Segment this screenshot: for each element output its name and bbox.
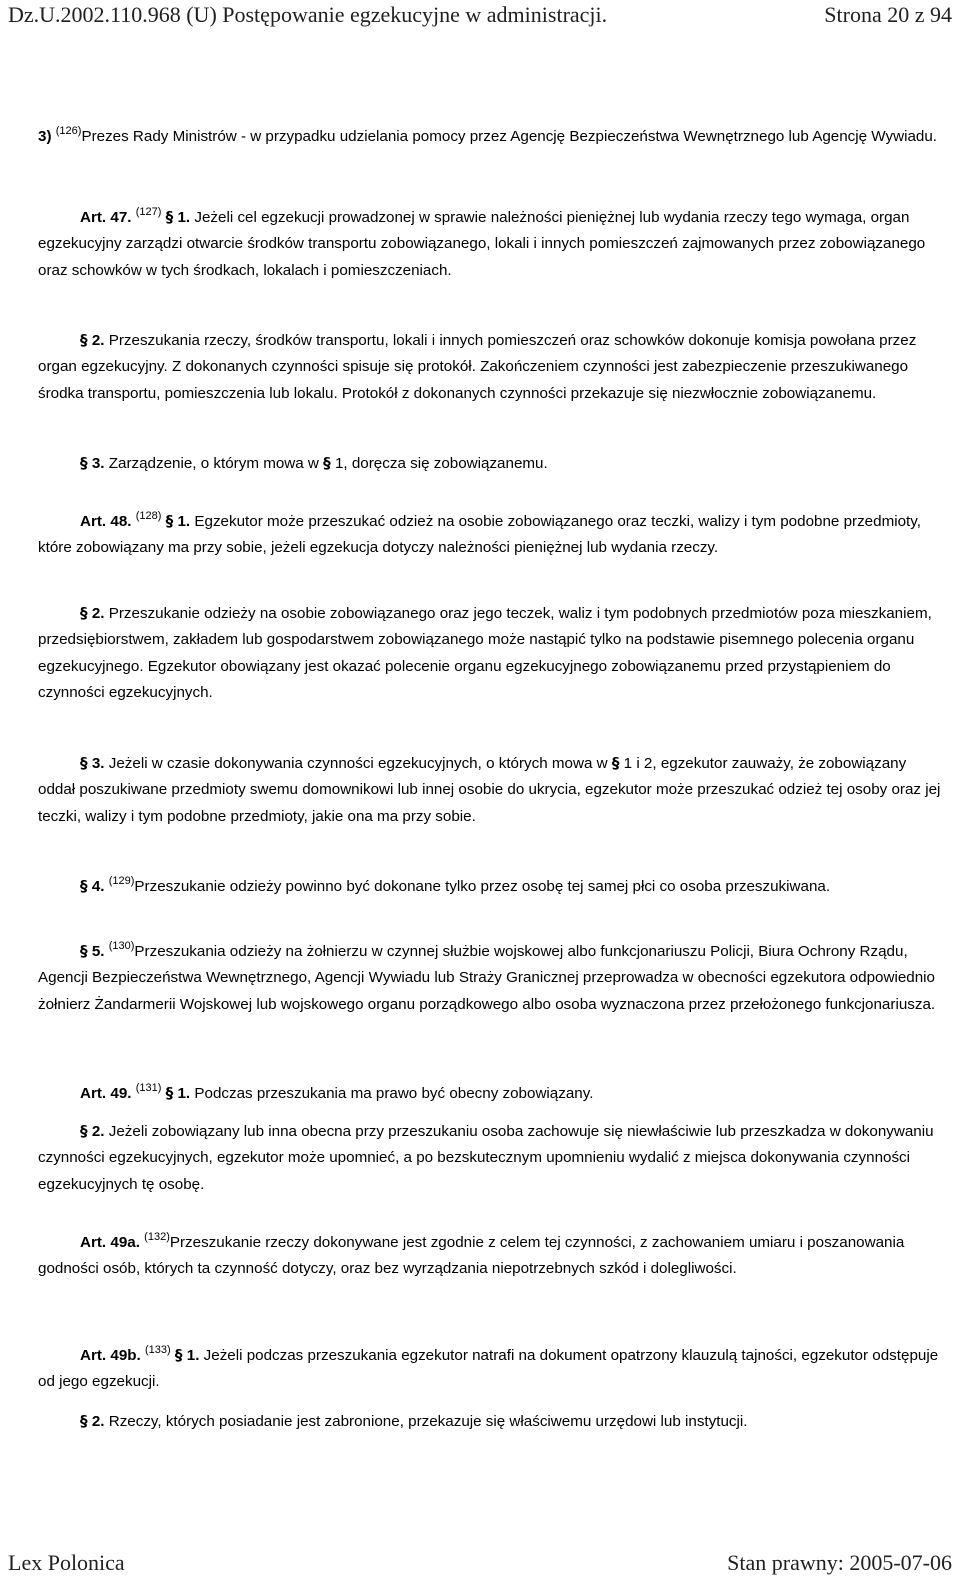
paragraph-text: Jeżeli w czasie dokonywania czynności egzekucyjnych, o których mowa w xyxy=(108,755,608,772)
paragraph-number: 2. xyxy=(91,1123,105,1140)
paragraph-number: 1. xyxy=(186,1347,200,1364)
paragraph-number: 4. xyxy=(91,878,105,895)
paragraph-text: Jeżeli cel egzekucji prowadzonej w sprawie należności pieniężnej lub wydania rzeczy tego wymaga, organ egzekucyjny zarządzi otwarcie środków transportu zobowiązanego, lokali i innych pomieszczeń zajmowanych przez zobowiązanego oraz schowków w tych środkach, lokalach i pomieszczeniach. xyxy=(38,209,926,279)
article-number: Art. 49. xyxy=(80,1085,132,1102)
paragraph-number: 1. xyxy=(177,1085,191,1102)
section-symbol: § xyxy=(80,942,88,960)
paragraph-number: 2. xyxy=(91,1413,105,1430)
article-number: Art. 49a. xyxy=(80,1234,140,1251)
article-49b-paragraph-2 xyxy=(38,1408,942,1435)
article-47-paragraph-1 xyxy=(38,204,942,284)
footnote-ref[interactable]: (130) xyxy=(108,940,135,952)
paragraph-text: Przeszukania rzeczy, środków transportu, lokali i innych pomieszczeń oraz schowków dokonuje komisja powołana przez organ egzekucyjny. Z dokonanych czynności spisuje się protokół. Zakończeniem czynności jest zabezpieczenie przeszukiwanego środka transportu, pomieszczenia lub lokalu. Protokół z dokonanych czynności przekazuje się niezwłocznie zobowiązanemu. xyxy=(38,332,917,402)
paragraph-text: Prezes Rady Ministrów - w przypadku udzielania pomocy przez Agencję Bezpieczeństwa Wewnętrznego lub Agencję Wywiadu. xyxy=(81,128,938,145)
point-number: 3) xyxy=(38,128,52,145)
paragraph-number: 1. xyxy=(177,209,191,226)
paragraph-text: Rzeczy, których posiadanie jest zabronione, przekazuje się właściwemu urzędowi lub instytucji. xyxy=(108,1413,748,1430)
paragraph-text: 1 i 2, egzekutor zauważy, że zobowiązany oddał poszukiwane przedmioty swemu domownikowi lub innej osobie do ukrycia, egzekutor może przeszukać odzież tej osoby oraz jej teczki, walizy i tym podobne przedmioty, jakie ona ma przy sobie. xyxy=(38,755,941,825)
article-48-paragraph-1 xyxy=(38,508,942,562)
paragraph-text: Przeszukanie odzieży na osobie zobowiązanego oraz jego teczek, waliz i tym podobnych przedmiotów poza mieszkaniem, przedsiębiorstwem, zakładem lub gospodarstwem zobowiązanego może nastąpić tylko na podstawie pisemnego polecenia organu egzekucyjnego. Egzekutor obowiązany jest okazać polecenie organu egzekucyjnego zobowiązanemu przed przystąpieniem do czynności egzekucyjnych. xyxy=(38,605,932,701)
article-48-paragraph-5 xyxy=(38,938,942,1018)
paragraph-number: 2. xyxy=(91,605,105,622)
article-49-paragraph-1 xyxy=(38,1080,942,1107)
article-49b-paragraph-1 xyxy=(38,1342,942,1396)
section-symbol: § xyxy=(611,754,620,772)
paragraph-text: Jeżeli zobowiązany lub inna obecna przy przeszukaniu osoba zachowuje się niewłaściwie lub przeszkadza w dokonywaniu czynności egzekucyjnych, egzekutor może upomnieć, a po bezskutecznym upomnieniu wydalić z miejsca dokonywania czynności egzekucyjnych tę osobę. xyxy=(38,1123,934,1193)
running-header-title: Dz.U.2002.110.968 (U) Postępowanie egzekucyjne w administracji. xyxy=(8,2,608,27)
paragraph-number: 1. xyxy=(177,513,191,530)
article-48-paragraph-3 xyxy=(38,750,942,830)
paragraph-text: Podczas przeszukania ma prawo być obecny zobowiązany. xyxy=(194,1085,594,1102)
article-number: Art. 48. xyxy=(80,513,132,530)
section-symbol: § xyxy=(80,877,88,895)
section-symbol: § xyxy=(174,1346,183,1364)
article-number: Art. 49b. xyxy=(80,1347,141,1364)
article-48-paragraph-2 xyxy=(38,600,942,706)
footnote-ref[interactable]: (133) xyxy=(145,1344,171,1356)
section-symbol: § xyxy=(165,512,174,530)
footnote-ref[interactable]: (131) xyxy=(135,1082,162,1094)
footer-publisher: Lex Polonica xyxy=(8,1550,125,1575)
section-symbol: § xyxy=(80,454,88,472)
article-47-paragraph-2 xyxy=(38,327,942,407)
section-symbol: § xyxy=(165,208,174,226)
footnote-ref[interactable]: (132) xyxy=(144,1231,170,1243)
paragraph-text: Jeżeli podczas przeszukania egzekutor natrafi na dokument opatrzony klauzulą tajności, egzekutor odstępuje od jego egzekucji. xyxy=(38,1347,939,1391)
section-symbol: § xyxy=(80,754,88,772)
section-symbol: § xyxy=(323,454,331,472)
paragraph-point-3 xyxy=(38,124,942,150)
paragraph-text: Zarządzenie, o którym mowa w xyxy=(108,455,319,472)
paragraph-text: Przeszukania odzieży na żołnierzu w czynnej służbie wojskowej albo funkcjonariuszu Policji, Biura Ochrony Rządu, Agencji Bezpieczeństwa Wewnętrznego, Agencji Wywiadu lub Straży Granicznej przeprowadza w obecności egzekutora odpowiednio żołnierz Żandarmerii Wojskowej lub wojskowego organu porządkowego albo osoba wyznaczona przez przełożonego funkcjonariusza. xyxy=(38,943,936,1013)
footnote-ref[interactable]: (129) xyxy=(108,875,135,887)
section-symbol: § xyxy=(165,1084,174,1102)
footnote-ref[interactable]: (127) xyxy=(135,206,162,218)
paragraph-number: 5. xyxy=(91,943,105,960)
section-symbol: § xyxy=(80,1122,88,1140)
section-symbol: § xyxy=(80,604,88,622)
paragraph-text: Przeszukanie rzeczy dokonywane jest zgodnie z celem tej czynności, z zachowaniem umiaru i poszanowania godności osób, których ta czynność dotyczy, oraz bez wyrządzania niepotrzebnych szkód i dolegliwości. xyxy=(38,1234,905,1278)
article-49a xyxy=(38,1230,942,1283)
running-header-page-number: Strona 20 z 94 xyxy=(824,2,952,27)
paragraph-text: Egzekutor może przeszukać odzież na osobie zobowiązanego oraz teczki, walizy i tym podobne przedmioty, które zobowiązany ma przy sobie, jeżeli egzekucja dotyczy należności pieniężnej lub wydania rzeczy. xyxy=(38,513,921,557)
paragraph-number: 2. xyxy=(91,332,105,349)
footnote-ref[interactable]: (126) xyxy=(55,125,82,137)
paragraph-number: 3. xyxy=(91,455,105,472)
paragraph-text: 1, doręcza się zobowiązanemu. xyxy=(334,455,548,472)
article-number: Art. 47. xyxy=(80,209,132,226)
article-49-paragraph-2 xyxy=(38,1118,942,1198)
footer-legal-status-date: Stan prawny: 2005-07-06 xyxy=(727,1550,952,1575)
paragraph-number: 3. xyxy=(91,755,105,772)
section-symbol: § xyxy=(80,331,88,349)
article-47-paragraph-3 xyxy=(38,450,942,477)
paragraph-text: Przeszukanie odzieży powinno być dokonane tylko przez osobę tej samej płci co osoba przeszukiwana. xyxy=(134,878,831,895)
footnote-ref[interactable]: (128) xyxy=(135,510,162,522)
article-48-paragraph-4 xyxy=(38,873,942,900)
section-symbol: § xyxy=(80,1412,88,1430)
